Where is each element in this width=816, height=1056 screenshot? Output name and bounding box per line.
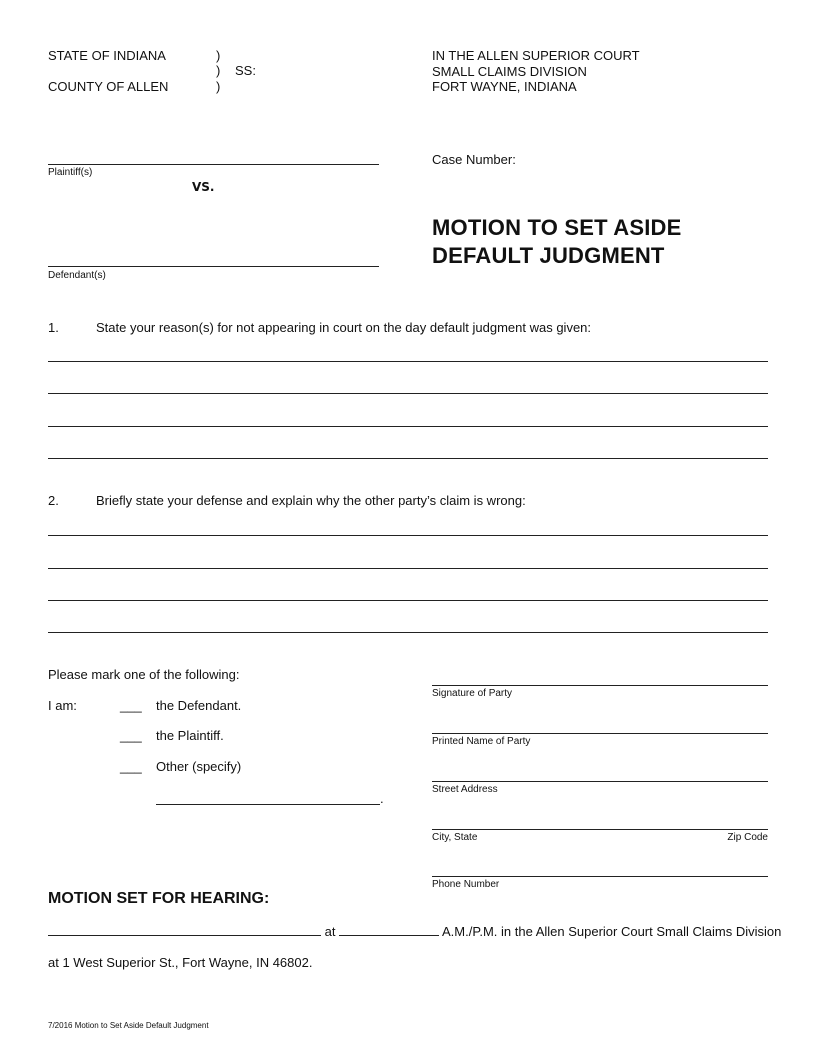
phone-number-label: Phone Number	[432, 879, 500, 890]
hearing-address: at 1 West Superior St., Fort Wayne, IN 46802.	[48, 955, 313, 970]
zip-code-label: Zip Code	[727, 832, 768, 843]
phone-number-field[interactable]	[432, 876, 768, 877]
court-heading	[432, 48, 640, 95]
court-line: FORT WAYNE, INDIANA	[432, 79, 577, 94]
question-2-answer-line[interactable]	[48, 632, 768, 633]
checkbox-plaintiff[interactable]: ___	[120, 728, 142, 743]
case-number-label: Case Number:	[432, 152, 516, 167]
defendant-field[interactable]	[48, 266, 379, 267]
question-1-number: 1.	[48, 320, 59, 335]
question-1-answer-line[interactable]	[48, 393, 768, 394]
option-plaintiff-label: the Plaintiff.	[156, 728, 224, 743]
other-specify-field[interactable]	[156, 804, 380, 805]
question-2-answer-line[interactable]	[48, 568, 768, 569]
footer-text: 7/2016 Motion to Set Aside Default Judgment	[48, 1021, 209, 1030]
plaintiff-field[interactable]	[48, 164, 379, 165]
printed-name-field[interactable]	[432, 733, 768, 734]
ss-label: SS:	[235, 63, 256, 78]
city-state-zip-field[interactable]	[432, 829, 768, 830]
caption-paren-1: )	[216, 48, 221, 63]
question-1-text: State your reason(s) for not appearing in court on the day default judgment was given:	[96, 320, 592, 335]
vs-label: VS.	[192, 180, 215, 194]
option-defendant-label: the Defendant.	[156, 698, 242, 713]
question-1-answer-line[interactable]	[48, 361, 768, 362]
question-2-number: 2.	[48, 493, 59, 508]
other-specify-period: .	[380, 791, 384, 806]
i-am-label: I am:	[48, 698, 77, 713]
hearing-time-field[interactable]	[339, 935, 439, 936]
caption-paren-3: )	[216, 79, 221, 94]
state-label: STATE OF INDIANA	[48, 48, 166, 63]
mark-instruction: Please mark one of the following:	[48, 667, 240, 682]
signature-label: Signature of Party	[432, 688, 513, 699]
document-title	[432, 214, 682, 270]
question-2-answer-line[interactable]	[48, 600, 768, 601]
hearing-line	[48, 924, 781, 939]
caption-paren-2: )	[216, 63, 221, 78]
hearing-at-label: at	[324, 924, 336, 939]
plaintiff-label: Plaintiff(s)	[48, 167, 93, 178]
checkbox-defendant[interactable]: ___	[120, 698, 142, 713]
court-line: IN THE ALLEN SUPERIOR COURT	[432, 48, 640, 63]
checkbox-other[interactable]: ___	[120, 759, 142, 774]
street-address-field[interactable]	[432, 781, 768, 782]
question-1-answer-line[interactable]	[48, 426, 768, 427]
signature-field[interactable]	[432, 685, 768, 686]
question-2-text: Briefly state your defense and explain why the other party’s claim is wrong:	[96, 493, 526, 508]
court-line: SMALL CLAIMS DIVISION	[432, 63, 587, 79]
printed-name-label: Printed Name of Party	[432, 736, 531, 747]
city-state-label: City, State	[432, 832, 478, 843]
county-label: COUNTY OF ALLEN	[48, 79, 169, 94]
option-other-label: Other (specify)	[156, 759, 242, 774]
hearing-date-field[interactable]	[48, 935, 321, 936]
question-1-answer-line[interactable]	[48, 458, 768, 459]
defendant-label: Defendant(s)	[48, 270, 106, 281]
question-2-answer-line[interactable]	[48, 535, 768, 536]
street-address-label: Street Address	[432, 784, 498, 795]
hearing-title: MOTION SET FOR HEARING:	[48, 890, 270, 907]
title-line-1: MOTION TO SET ASIDE	[432, 215, 682, 240]
hearing-ampm-text: A.M./P.M. in the Allen Superior Court Small Claims Division	[442, 924, 782, 939]
title-line-2: DEFAULT JUDGMENT	[432, 243, 665, 268]
